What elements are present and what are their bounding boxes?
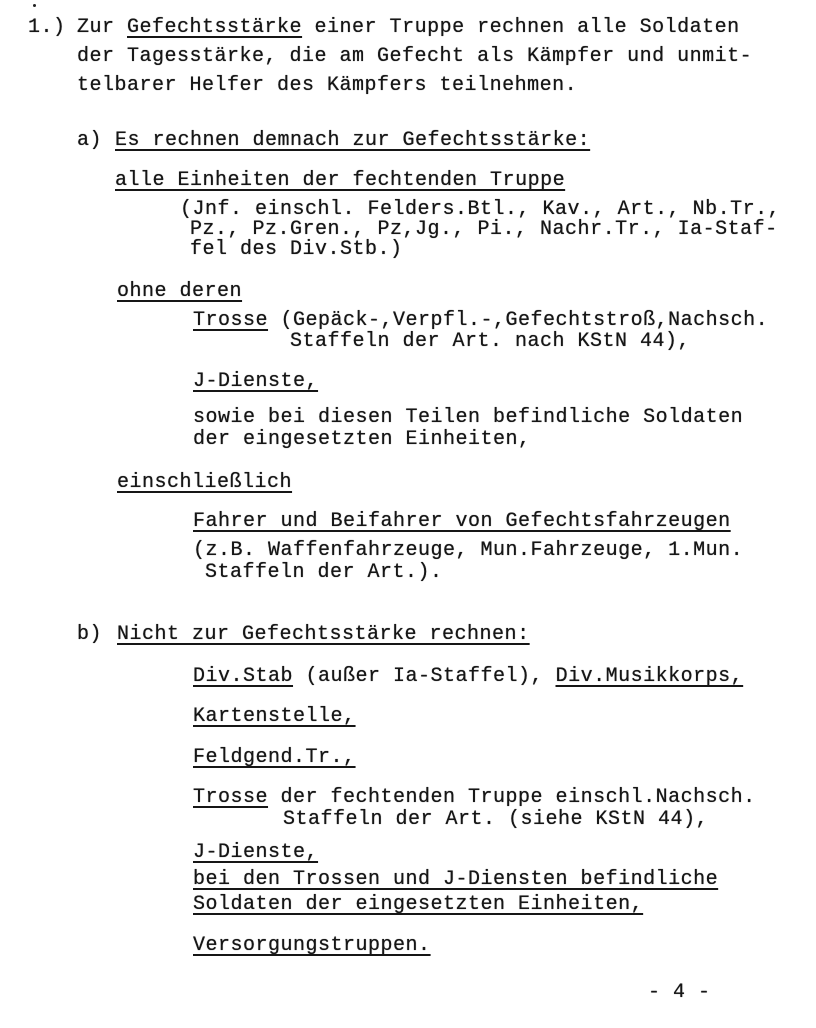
units-heading: alle Einheiten der fechtenden Truppe bbox=[115, 169, 566, 192]
part-a-label: a) bbox=[77, 129, 103, 152]
drivers-line: Fahrer und Beifahrer von Gefechtsfahrzeugen bbox=[193, 510, 731, 533]
underlined-term: Div.Musikkorps, bbox=[555, 665, 744, 688]
part-b-heading: Nicht zur Gefechtsstärke rechnen: bbox=[117, 623, 530, 646]
text: der fechtenden Truppe einschl.Nachsch. bbox=[268, 786, 756, 809]
drivers-examples: Staffeln der Art.). bbox=[205, 561, 443, 584]
trosse-line bbox=[193, 310, 768, 332]
versorgung: Versorgungstruppen. bbox=[193, 934, 431, 957]
j-dienste: J-Dienste, bbox=[193, 841, 319, 864]
units-list-line: (Jnf. einschl. Felders.Btl., Kav., Art., Nb.Tr., bbox=[180, 198, 781, 221]
trosse-line bbox=[193, 787, 756, 809]
units-list-line: Pz., Pz.Gren., Pz,Jg., Pi., Nachr.Tr., Ia-Staf- bbox=[190, 218, 778, 241]
underlined-term: Trosse bbox=[193, 309, 269, 332]
kartenstelle: Kartenstelle, bbox=[193, 705, 356, 728]
paper-speck bbox=[33, 4, 36, 7]
drivers-examples: (z.B. Waffenfahrzeuge, Mun.Fahrzeuge, 1.Mun. bbox=[193, 539, 744, 562]
part-b-label: b) bbox=[77, 623, 103, 646]
section-line-2: der Tagesstärke, die am Gefecht als Kämpfer und unmit- bbox=[77, 45, 753, 68]
without-heading: ohne deren bbox=[117, 280, 243, 303]
text: einer Truppe rechnen alle Soldaten bbox=[302, 16, 740, 39]
including-heading: einschließlich bbox=[117, 471, 293, 494]
underlined-term: Div.Stab bbox=[193, 665, 294, 688]
soldiers-line: bei den Trossen und J-Diensten befindliche bbox=[193, 868, 719, 891]
sowie-line: sowie bei diesen Teilen befindliche Soldaten bbox=[193, 406, 744, 429]
units-list-line: fel des Div.Stb.) bbox=[190, 238, 403, 261]
j-dienste: J-Dienste, bbox=[193, 370, 319, 393]
underlined-term: Trosse bbox=[193, 786, 269, 809]
section-line-1 bbox=[77, 17, 740, 39]
underlined-term: Gefechtsstärke bbox=[127, 16, 303, 39]
page-number: - 4 - bbox=[648, 981, 711, 1004]
sowie-line: der eingesetzten Einheiten, bbox=[193, 428, 531, 451]
trosse-line-2: Staffeln der Art. nach KStN 44), bbox=[290, 330, 691, 353]
text: (außer Ia-Staffel), bbox=[293, 665, 556, 688]
text: (Gepäck-,Verpfl.-,Gefechtstroß,Nachsch. bbox=[268, 309, 769, 332]
section-number: 1.) bbox=[28, 16, 66, 39]
section-line-3: telbarer Helfer des Kämpfers teilnehmen. bbox=[77, 74, 578, 97]
trosse-line-2: Staffeln der Art. (siehe KStN 44), bbox=[283, 808, 709, 831]
part-a-heading: Es rechnen demnach zur Gefechtsstärke: bbox=[115, 129, 591, 152]
text: Zur bbox=[77, 16, 128, 39]
feldgend: Feldgend.Tr., bbox=[193, 746, 356, 769]
div-stab-line bbox=[193, 666, 743, 688]
soldiers-line: Soldaten der eingesetzten Einheiten, bbox=[193, 893, 644, 916]
